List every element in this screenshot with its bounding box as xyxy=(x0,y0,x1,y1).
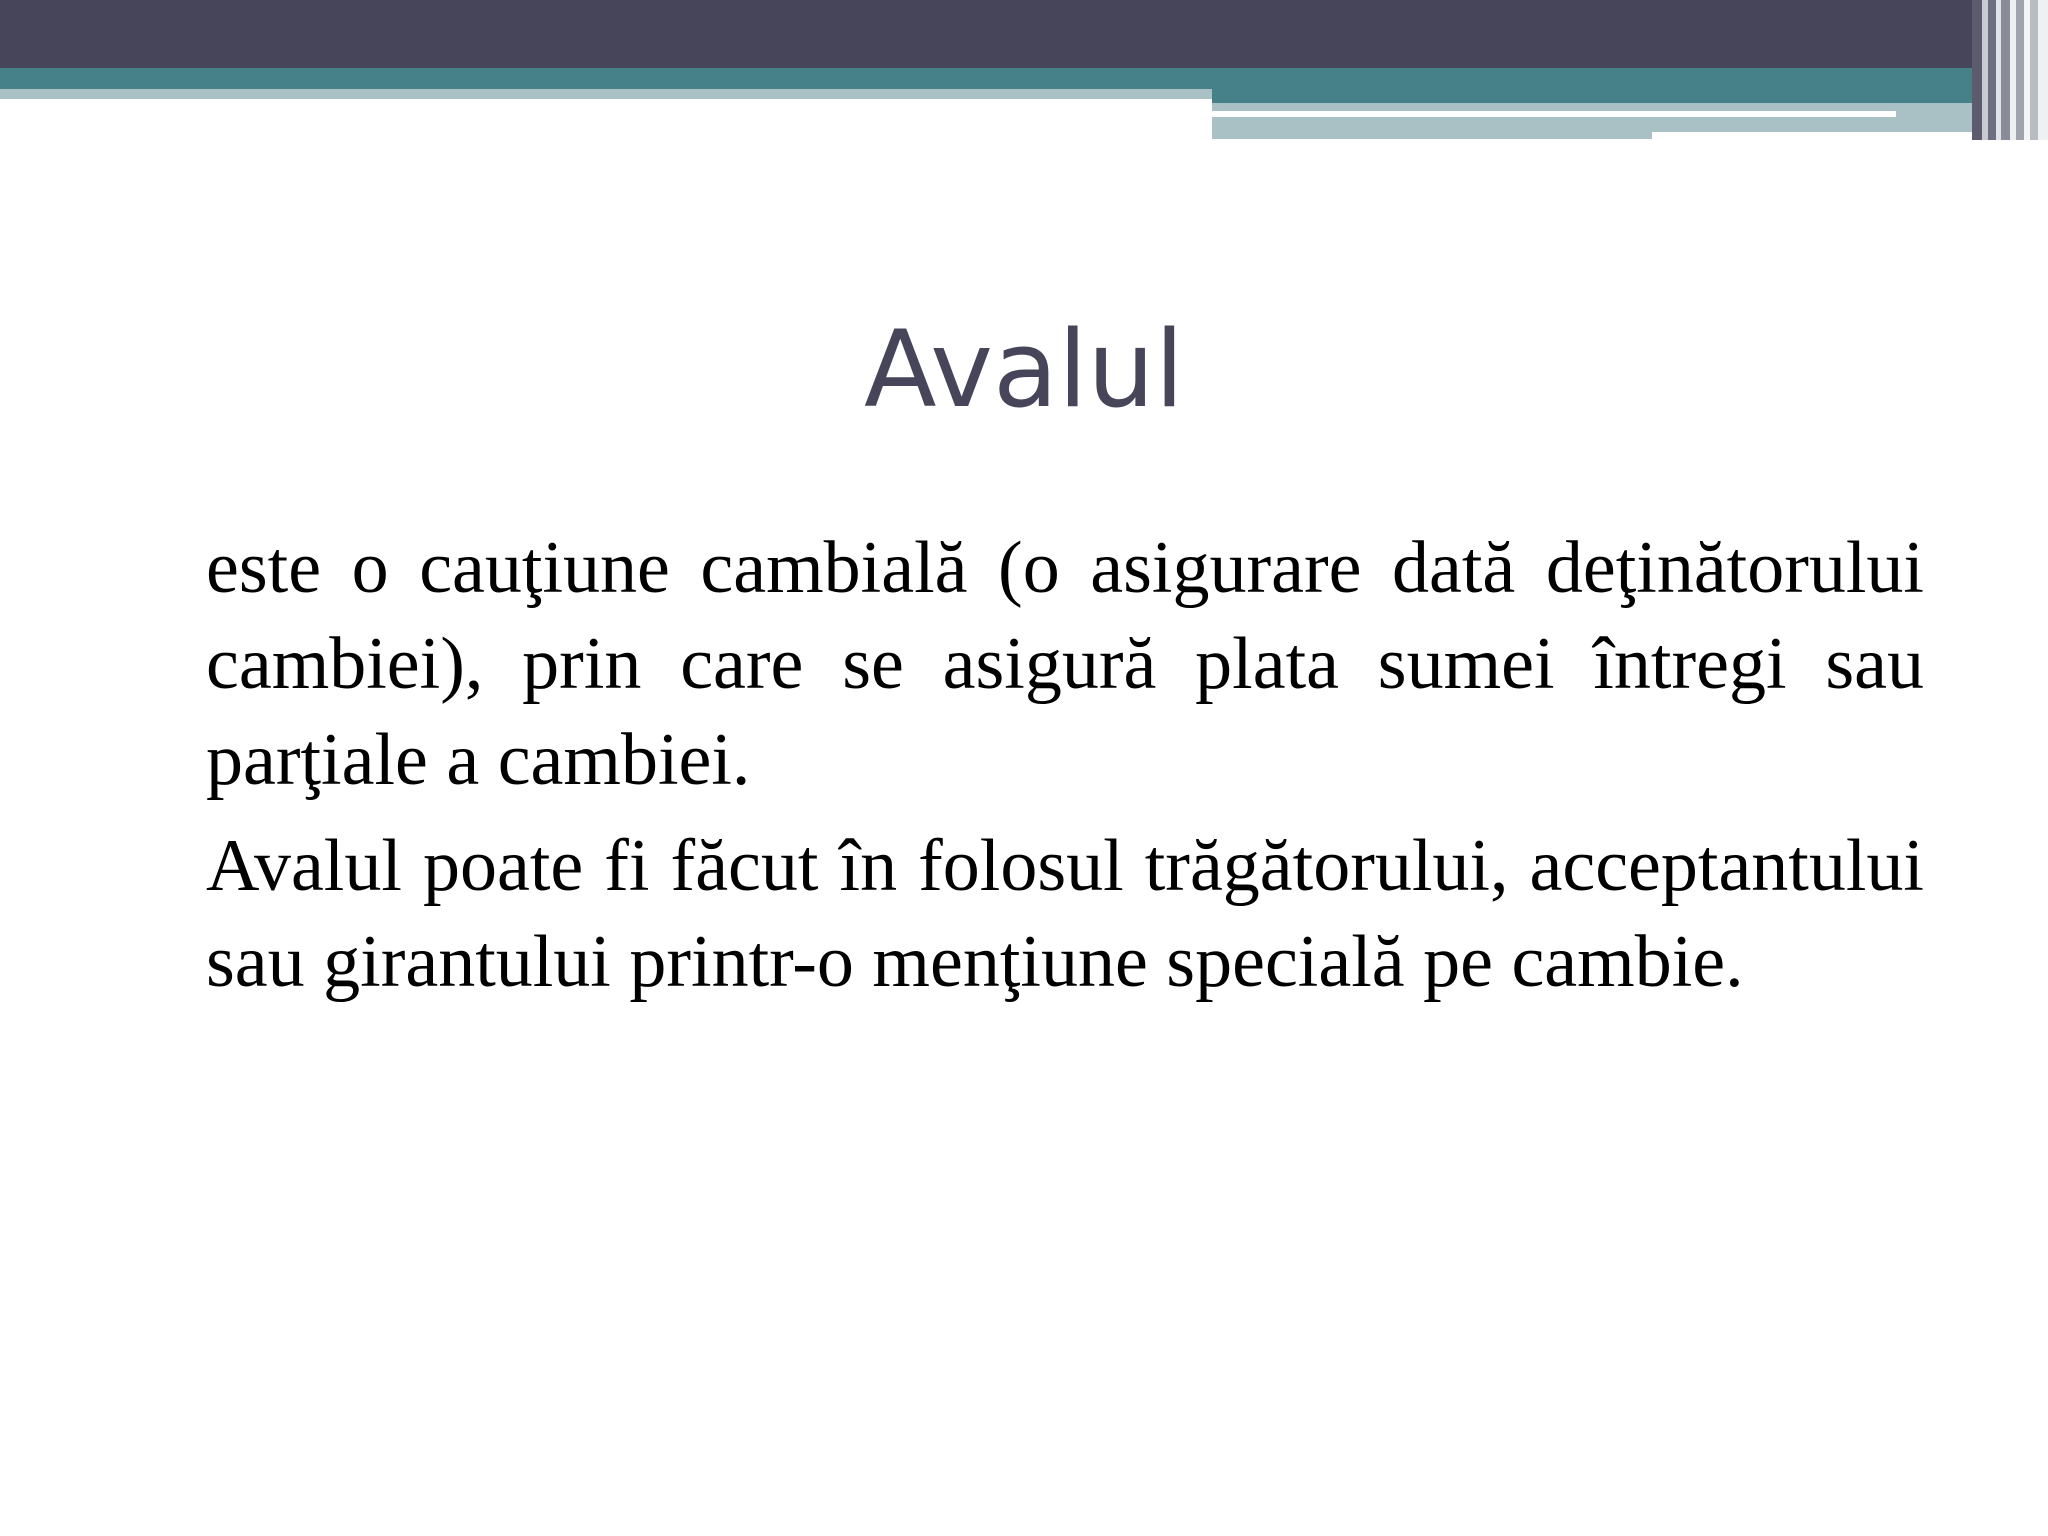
header-band-light-left xyxy=(0,89,1212,99)
header-band-mid-right xyxy=(1212,89,1972,103)
body-paragraph-usage: Avalul poate fi făcut în folosul trăgătorului, acceptantului sau girantului printr-o menţiune specială pe cambie. xyxy=(206,825,1924,1003)
header-band-teal xyxy=(0,68,2048,89)
slide-title: Avalul xyxy=(863,308,1185,431)
header-stripes-decoration xyxy=(1972,0,2048,140)
header-band-dark xyxy=(0,0,2048,68)
slide-body xyxy=(206,520,1924,1020)
header-accent-line xyxy=(1212,111,1896,117)
body-paragraph-definition: este o cauţiune cambială (o asigurare dată deţinătorului cambiei), prin care se asigură plata sumei întregi sau parţiale a cambiei. xyxy=(206,527,1924,801)
header-accent-line-short xyxy=(1652,132,1972,139)
